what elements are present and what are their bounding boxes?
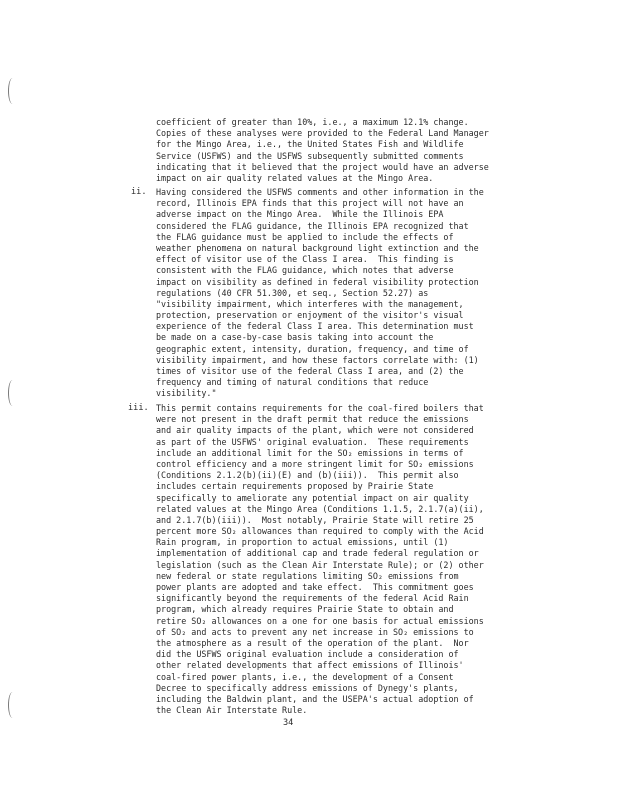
text-line: impact on air quality related values at the Mingo Area. (156, 172, 434, 183)
item-iii-paragraph (156, 403, 596, 716)
text-line: retire SO₂ allowances on a one for one basis for actual emissions (156, 615, 484, 626)
text-line: control efficiency and a more stringent limit for SO₂ emissions (156, 458, 474, 469)
text-line: regulations (40 CFR 51.300, et seq., Section 52.27) as (156, 287, 429, 298)
text-line: times of visitor use of the federal Class I area, and (2) the (156, 366, 464, 376)
text-line: "visibility impairment, which interferes with the management, (156, 298, 464, 309)
text-line: legislation (such as the Clean Air Interstate Rule); or (2) other (156, 559, 484, 570)
text-line: include an additional limit for the SO₂ emissions in terms of (156, 447, 464, 458)
text-line: record, Illinois EPA finds that this project will not have an (156, 198, 464, 209)
text-line: weather phenomena on natural background light extinction and the (156, 242, 479, 253)
text-line: the FLAG guidance must be applied to include the effects of (156, 231, 454, 242)
text-line: including the Baldwin plant, and the USEPA's actual adoption of (156, 693, 474, 704)
text-line: impact on visibility as defined in federal visibility protection (156, 276, 479, 287)
text-line: other related developments that affect emissions of Illinois' (156, 660, 464, 671)
text-line: related values at the Mingo Area (Conditions 1.1.5, 2.1.7(a)(ii), (156, 503, 484, 514)
text-line: power plants are adopted and take effect. This commitment goes (156, 582, 474, 592)
text-line: Service (USFWS) and the USFWS subsequently submitted comments (156, 150, 464, 161)
text-line: effect of visitor use of the Class I area. This finding is (156, 254, 454, 265)
text-line: consistent with the FLAG guidance, which notes that adverse (156, 265, 454, 276)
item-marker-iii: iii. (128, 403, 149, 413)
text-line: Decree to specifically address emissions of Dynegy's plants, (156, 682, 459, 693)
page-number: 34 (283, 718, 294, 728)
text-line: be made on a case-by-case basis taking into account the (156, 332, 434, 343)
text-line: significantly beyond the requirements of the federal Acid Rain (156, 593, 469, 604)
binder-hole-mark-top (8, 78, 17, 104)
text-line: geographic extent, intensity, duration, frequency, and time of (156, 343, 469, 354)
text-line: were not present in the draft permit that reduce the emissions (156, 414, 469, 425)
text-line: of SO₂ and acts to prevent any net increase in SO₂ emissions to (156, 626, 474, 637)
text-line: (Conditions 2.1.2(b)(ii)(E) and (b)(iii)). This permit also (156, 470, 459, 481)
text-line: coal-fired power plants, i.e., the development of a Consent (156, 671, 454, 682)
text-line: the atmosphere as a result of the operation of the plant. Nor (156, 637, 469, 648)
binder-hole-mark-middle (8, 380, 17, 406)
text-line: experience of the federal Class I area. This determination must (156, 321, 474, 332)
intro-paragraph (156, 117, 596, 184)
text-line: indicating that it believed that the project would have an adverse (156, 161, 489, 172)
text-line: for the Mingo Area, i.e., the United States Fish and Wildlife (156, 139, 464, 150)
text-line: specifically to ameliorate any potential impact on air quality (156, 492, 469, 503)
text-line: percent more SO₂ allowances than required to comply with the Acid (156, 526, 484, 537)
text-line: and 2.1.7(b)(iii)). Most notably, Prairie State will retire 25 (156, 514, 474, 525)
text-line: coefficient of greater than 10%, i.e., a maximum 12.1% change. (156, 117, 469, 127)
text-line: implementation of additional cap and trade federal regulation or (156, 548, 479, 559)
text-line: did the USFWS original evaluation include a consideration of (156, 649, 459, 660)
text-line: Copies of these analyses were provided to the Federal Land Manager (156, 128, 489, 139)
text-line: visibility." (156, 388, 217, 399)
text-line: as part of the USFWS' original evaluation. These requirements (156, 436, 469, 447)
text-line: frequency and timing of natural conditions that reduce (156, 377, 429, 388)
binder-hole-mark-bottom (8, 692, 17, 718)
text-line: protection, preservation or enjoyment of the visitor's visual (156, 310, 464, 321)
text-line: considered the FLAG guidance, the Illinois EPA recognized that (156, 220, 469, 231)
text-line: visibility impairment, and how these factors correlate with: (1) (156, 354, 479, 365)
text-line: includes certain requirements proposed by Prairie State (156, 481, 434, 492)
text-line: new federal or state regulations limiting SO₂ emissions from (156, 570, 459, 581)
item-marker-ii: ii. (131, 187, 147, 197)
text-line: and air quality impacts of the plant, which were not considered (156, 425, 474, 436)
text-line: Having considered the USFWS comments and other information in the (156, 187, 484, 197)
item-ii-paragraph (156, 187, 596, 400)
text-line: adverse impact on the Mingo Area. While the Illinois EPA (156, 209, 444, 220)
text-line: the Clean Air Interstate Rule. (156, 705, 308, 716)
text-line: program, which already requires Prairie State to obtain and (156, 604, 454, 615)
text-line: This permit contains requirements for the coal-fired boilers that (156, 403, 484, 413)
text-line: Rain program, in proportion to actual emissions, until (1) (156, 537, 449, 548)
